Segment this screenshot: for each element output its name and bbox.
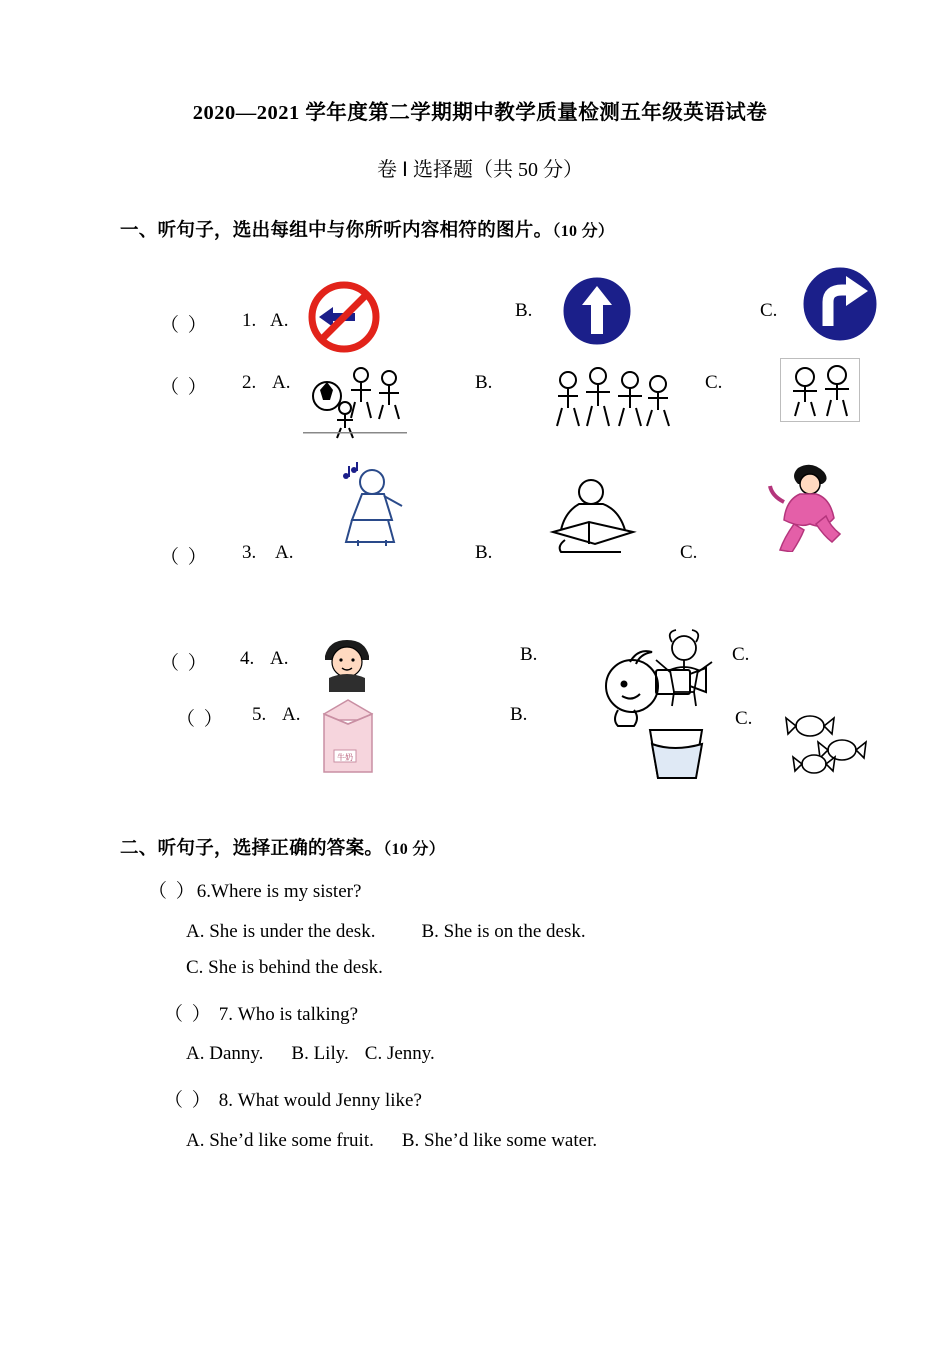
- children-playing-soccer-icon: [303, 362, 407, 440]
- boy-face-icon: [305, 636, 391, 692]
- option-7b[interactable]: B. Lily.: [291, 1043, 349, 1064]
- question-7-options-row-1: [186, 1043, 840, 1065]
- option-7c[interactable]: C. Jenny.: [364, 1043, 435, 1064]
- question-8-stem-line: [120, 1087, 840, 1116]
- question-6-stem-line: [120, 878, 840, 907]
- question-7: [120, 1001, 840, 1066]
- item-number-4: 4.: [240, 648, 255, 669]
- boy-reading-book-icon: [545, 476, 645, 554]
- option-label-4c[interactable]: C.: [732, 644, 750, 665]
- answer-bracket-6[interactable]: （ ）: [148, 881, 197, 902]
- option-label-5b[interactable]: B.: [510, 704, 528, 725]
- option-8b[interactable]: B. She’d like some water.: [401, 1129, 598, 1151]
- section-two-heading: [120, 834, 840, 860]
- document-body: [120, 95, 840, 1152]
- answer-bracket-8[interactable]: （ ）: [164, 1090, 213, 1111]
- question-8-options-row-1: [186, 1130, 840, 1152]
- question-8: [120, 1087, 840, 1152]
- section-one-heading: [120, 216, 840, 242]
- section-two-points: （10 分）: [383, 841, 446, 858]
- section-one-heading-text: 一、听句子，选出每组中与你所听内容相符的图片。: [120, 221, 553, 241]
- question-6-options-row-1: [186, 921, 840, 943]
- question-7-stem: 7. Who is talking?: [218, 1003, 359, 1025]
- answer-bracket-1[interactable]: （ ）: [160, 315, 209, 336]
- section-one-points: （10 分）: [552, 223, 615, 240]
- option-label-4a[interactable]: A.: [270, 648, 289, 669]
- item-number-3: 3.: [242, 542, 257, 563]
- listening-item-5: [120, 692, 840, 800]
- paper-subtitle: 卷 Ⅰ 选择题（共 50 分）: [377, 159, 583, 181]
- option-label-1a[interactable]: A.: [270, 310, 289, 331]
- girl-singing-icon: [328, 462, 420, 548]
- listening-item-2: [120, 350, 840, 440]
- answer-bracket-2[interactable]: （ ）: [160, 377, 209, 398]
- question-6-stem: 6.Where is my sister?: [196, 881, 362, 902]
- option-6b[interactable]: B. She is on the desk.: [421, 920, 586, 942]
- listening-item-3: [120, 462, 840, 592]
- option-label-3c[interactable]: C.: [680, 542, 698, 563]
- turn-right-sign-icon: [800, 264, 880, 344]
- girl-dancing-icon: [768, 462, 854, 552]
- question-7-stem-line: [120, 1001, 840, 1030]
- question-6-options-row-2: [186, 957, 840, 979]
- answer-bracket-4[interactable]: （ ）: [160, 653, 209, 674]
- option-label-5c[interactable]: C.: [735, 708, 753, 729]
- candies-icon: [780, 708, 880, 778]
- svg-text:牛奶: 牛奶: [337, 753, 353, 762]
- option-label-2c[interactable]: C.: [705, 372, 723, 393]
- option-7a[interactable]: A. Danny.: [186, 1043, 264, 1064]
- page-title: 2020—2021 学年度第二学期期中教学质量检测五年级英语试卷: [192, 102, 768, 124]
- answer-bracket-3[interactable]: （ ）: [160, 547, 209, 568]
- option-label-1b[interactable]: B.: [515, 300, 533, 321]
- boy-drinking-water-icon: [590, 644, 720, 784]
- question-6: [120, 878, 840, 979]
- milk-carton-icon: [308, 690, 388, 780]
- item-number-5: 5.: [252, 704, 267, 725]
- question-8-stem: 8. What would Jenny like?: [218, 1090, 422, 1111]
- option-label-3b[interactable]: B.: [475, 542, 493, 563]
- option-label-3a[interactable]: A.: [275, 542, 294, 563]
- option-label-2a[interactable]: A.: [272, 372, 291, 393]
- listening-item-1: [120, 256, 840, 348]
- answer-bracket-7[interactable]: （ ）: [164, 1003, 213, 1025]
- answer-bracket-5[interactable]: （ ）: [176, 709, 225, 730]
- option-label-1c[interactable]: C.: [760, 300, 778, 321]
- section-two-heading-text: 二、听句子，选择正确的答案。: [120, 839, 384, 859]
- two-children-jumping-icon: [780, 358, 860, 422]
- children-playing-group-icon: [550, 362, 674, 434]
- option-label-5a[interactable]: A.: [282, 704, 301, 725]
- option-6c[interactable]: C. She is behind the desk.: [186, 956, 383, 978]
- option-6a[interactable]: A. She is under the desk.: [186, 920, 376, 942]
- go-straight-sign-icon: [560, 274, 634, 348]
- option-8a[interactable]: A. She’d like some fruit.: [186, 1129, 374, 1151]
- option-label-4b[interactable]: B.: [520, 644, 538, 665]
- no-left-turn-sign-icon: [305, 280, 383, 354]
- listening-item-4: [120, 632, 840, 692]
- item-number-2: 2.: [242, 372, 257, 393]
- item-number-1: 1.: [242, 310, 257, 331]
- option-label-2b[interactable]: B.: [475, 372, 493, 393]
